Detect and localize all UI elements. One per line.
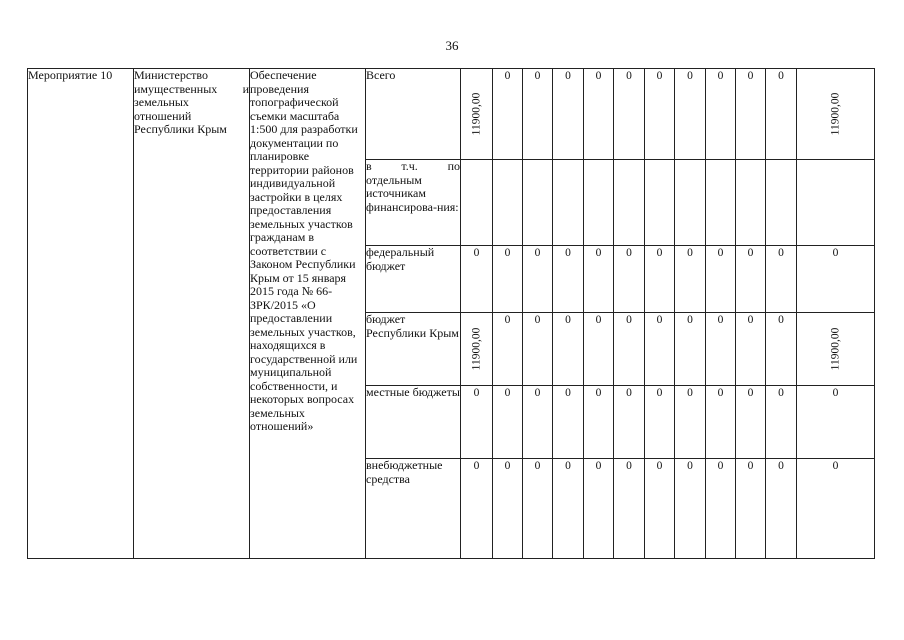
value-cell — [584, 386, 614, 459]
value: 0 — [778, 247, 784, 259]
value: 0 — [565, 70, 571, 82]
value-cell — [766, 459, 797, 559]
value: 0 — [747, 314, 754, 326]
value-cell — [614, 386, 645, 459]
value: 0 — [595, 247, 602, 259]
value-cell — [584, 69, 614, 160]
value: 0 — [687, 387, 693, 399]
value-cell — [523, 246, 553, 313]
value-cell — [706, 69, 736, 160]
value-vertical: 11900,00 — [469, 92, 482, 136]
value: 0 — [832, 460, 839, 472]
value-cell — [706, 313, 736, 386]
value-cell — [736, 69, 766, 160]
value-cell — [766, 246, 797, 313]
source-label-cell — [366, 69, 461, 160]
value-cell — [523, 69, 553, 160]
value-vertical: 11900,00 — [469, 327, 482, 371]
value: 0 — [717, 460, 724, 472]
value-cell — [523, 459, 553, 559]
value-cell — [553, 246, 584, 313]
table-row — [28, 69, 875, 160]
value: 0 — [778, 314, 784, 326]
source-label-line: в т.ч. по — [366, 159, 460, 173]
value-cell — [706, 386, 736, 459]
value: 0 — [504, 314, 511, 326]
value: 0 — [595, 70, 602, 82]
value-cell — [614, 459, 645, 559]
source-label-line: отдельным источникам финансирова-ния: — [366, 172, 459, 214]
value: 0 — [595, 387, 602, 399]
value-cell — [614, 160, 645, 246]
value-cell — [797, 160, 875, 246]
value: 0 — [747, 70, 754, 82]
value: 0 — [717, 70, 724, 82]
value-cell — [766, 313, 797, 386]
value-cell — [614, 313, 645, 386]
value: 0 — [656, 247, 663, 259]
value-cell — [645, 246, 675, 313]
value-cell — [645, 386, 675, 459]
value-cell — [584, 313, 614, 386]
value: 0 — [534, 247, 541, 259]
value-cell — [645, 160, 675, 246]
activity-description: Обеспечение проведения топографической съемки масштаба 1:500 для разработки документации по планировке территории районов индивидуальной застройки в целях предоставления земельных участков гражданам в соответствии с Законом Республики Крым от 15 января 2015 года № 66-ЗРК/2015 «О предоставлении земельных участков, находящихся в государственной или муниципальной собственности, и некоторых вопросах земельных отношений» — [250, 68, 358, 433]
value-cell — [675, 69, 706, 160]
value-cell — [645, 69, 675, 160]
value: 0 — [832, 247, 839, 259]
page-number: 36 — [445, 38, 459, 53]
value-cell — [523, 160, 553, 246]
source-label: федеральный бюджет — [366, 245, 435, 273]
value-cell — [797, 459, 875, 559]
source-label: Всего — [366, 68, 396, 82]
value-cell — [461, 160, 493, 246]
value-cell — [584, 459, 614, 559]
value-cell — [797, 386, 875, 459]
value-cell — [736, 459, 766, 559]
value: 0 — [656, 314, 663, 326]
value-cell — [523, 386, 553, 459]
source-label: местные бюджеты — [366, 385, 460, 399]
executor-cell — [134, 69, 250, 559]
value-cell — [461, 246, 493, 313]
value-cell — [645, 313, 675, 386]
value: 0 — [595, 314, 602, 326]
value: 0 — [717, 314, 724, 326]
value-cell — [553, 459, 584, 559]
value: 0 — [717, 387, 724, 399]
value: 0 — [832, 387, 839, 399]
value-cell — [614, 246, 645, 313]
value-cell — [706, 459, 736, 559]
value-cell — [493, 459, 523, 559]
value: 0 — [473, 247, 480, 259]
value-cell — [493, 313, 523, 386]
value-cell — [797, 246, 875, 313]
value-cell — [675, 160, 706, 246]
value-cell — [584, 160, 614, 246]
source-label-cell — [366, 160, 461, 246]
value: 0 — [534, 70, 541, 82]
value: 0 — [778, 70, 784, 82]
value: 0 — [747, 387, 754, 399]
source-label-cell — [366, 459, 461, 559]
value: 0 — [534, 387, 541, 399]
value: 0 — [747, 247, 754, 259]
value-cell — [675, 459, 706, 559]
value: 0 — [504, 70, 511, 82]
value: 0 — [626, 387, 632, 399]
value-cell — [766, 160, 797, 246]
value-cell — [706, 160, 736, 246]
value: 0 — [565, 247, 571, 259]
source-label: внебюджетные средства — [366, 458, 443, 486]
value: 0 — [626, 70, 632, 82]
value-cell — [797, 69, 875, 160]
value-vertical: 11900,00 — [828, 327, 841, 371]
source-label: бюджет Республики Крым — [366, 312, 459, 340]
value-cell — [584, 246, 614, 313]
value-cell — [461, 459, 493, 559]
value: 0 — [565, 460, 571, 472]
value-cell — [766, 69, 797, 160]
value-cell — [493, 160, 523, 246]
value: 0 — [504, 387, 511, 399]
funding-table — [27, 68, 875, 559]
executor-line: имущественных и — [134, 81, 249, 96]
value: 0 — [778, 387, 784, 399]
value: 0 — [473, 460, 480, 472]
value: 0 — [656, 70, 663, 82]
activity-cell — [28, 69, 134, 559]
value-cell — [736, 246, 766, 313]
value: 0 — [747, 460, 754, 472]
value: 0 — [534, 460, 541, 472]
value: 0 — [565, 387, 571, 399]
value: 0 — [687, 314, 693, 326]
value: 0 — [504, 460, 511, 472]
value-cell — [675, 246, 706, 313]
executor-line: Министерство — [134, 68, 208, 82]
value-cell — [461, 386, 493, 459]
value-cell — [553, 313, 584, 386]
source-label-cell — [366, 313, 461, 386]
value-cell — [766, 386, 797, 459]
value-cell — [553, 160, 584, 246]
value-cell — [675, 313, 706, 386]
value: 0 — [504, 247, 511, 259]
value-cell — [675, 386, 706, 459]
value-cell — [493, 386, 523, 459]
value-vertical: 11900,00 — [828, 92, 841, 136]
value: 0 — [626, 247, 632, 259]
value-cell — [493, 69, 523, 160]
value: 0 — [656, 387, 663, 399]
value-cell — [461, 69, 493, 160]
value-cell — [706, 246, 736, 313]
source-label-cell — [366, 386, 461, 459]
value-cell — [797, 313, 875, 386]
value: 0 — [473, 387, 480, 399]
description-cell — [250, 69, 366, 559]
executor-line: земельных отношений Республики Крым — [134, 95, 227, 136]
source-label-cell — [366, 246, 461, 313]
value-cell — [461, 313, 493, 386]
value-cell — [736, 160, 766, 246]
activity-name: Мероприятие 10 — [28, 68, 113, 82]
value-cell — [736, 313, 766, 386]
value: 0 — [778, 460, 784, 472]
value: 0 — [687, 460, 693, 472]
value-cell — [614, 69, 645, 160]
value-cell — [523, 313, 553, 386]
value: 0 — [717, 247, 724, 259]
value: 0 — [595, 460, 602, 472]
value-cell — [553, 386, 584, 459]
value: 0 — [687, 70, 693, 82]
value-cell — [553, 69, 584, 160]
value: 0 — [626, 314, 632, 326]
value: 0 — [534, 314, 541, 326]
value: 0 — [687, 247, 693, 259]
value: 0 — [626, 460, 632, 472]
value-cell — [645, 459, 675, 559]
value: 0 — [656, 460, 663, 472]
value-cell — [736, 386, 766, 459]
value: 0 — [565, 314, 571, 326]
value-cell — [493, 246, 523, 313]
